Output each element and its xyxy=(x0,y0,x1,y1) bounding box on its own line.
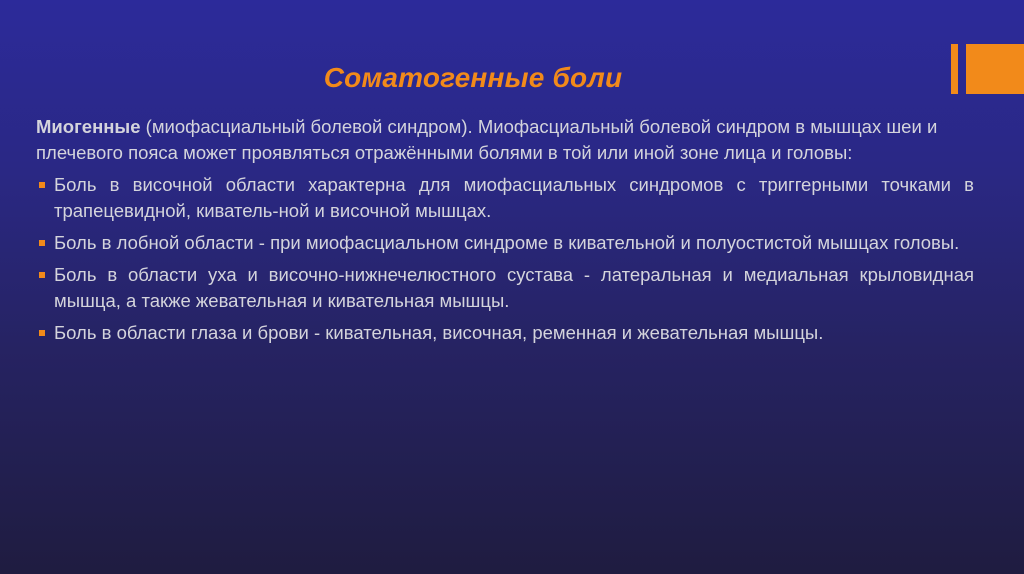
bullet-item xyxy=(36,172,974,224)
bullet-marker-icon xyxy=(39,240,45,246)
bullet-text: Боль в височной области характерна для миофасциальных синдромов с триггерными точками в трапецевидной, киватель-ной и височной мышцах. xyxy=(54,174,974,221)
intro-lead-term: Миогенные xyxy=(36,116,141,137)
bullet-text: Боль в области глаза и брови - кивательная, височная, ременная и жевательная мышцы. xyxy=(54,322,824,343)
intro-text: (миофасциальный болевой синдром). Миофасциальный болевой синдром в мышцах шеи и плечевого пояса может проявляться отражёнными болями в той или иной зоне лица и головы: xyxy=(36,116,938,163)
bullet-list xyxy=(36,172,974,346)
slide-title: Соматогенные боли xyxy=(323,62,623,93)
bullet-item xyxy=(36,320,974,346)
accent-bar-thin xyxy=(951,44,958,94)
slide-body xyxy=(36,114,974,352)
bullet-item xyxy=(36,230,974,256)
bullet-item xyxy=(36,262,974,314)
bullet-text: Боль в области уха и височно-нижнечелюстного сустава - латеральная и медиальная крыловидная мышца, а также жевательная и кивательная мышцы. xyxy=(54,264,974,311)
accent-bars-decoration xyxy=(951,44,1024,94)
bullet-marker-icon xyxy=(39,272,45,278)
bullet-text: Боль в лобной области - при миофасциальном синдроме в кивательной и полуостистой мышцах головы. xyxy=(54,232,960,253)
intro-paragraph xyxy=(36,114,974,166)
accent-bar-thick xyxy=(966,44,1024,94)
bullet-marker-icon xyxy=(39,330,45,336)
bullet-marker-icon xyxy=(39,182,45,188)
